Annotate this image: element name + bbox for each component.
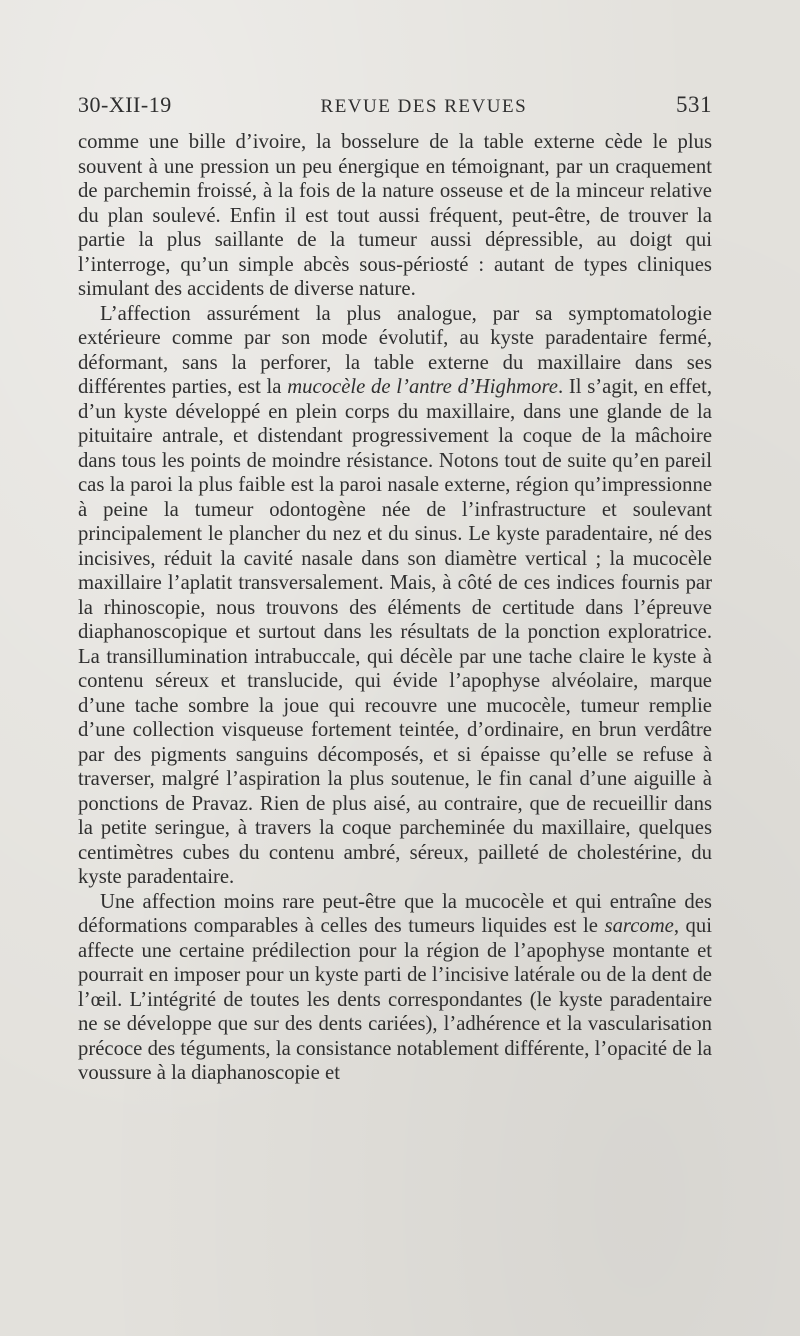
italic-term: mucocèle de l’antre d’Highmore: [287, 376, 558, 398]
running-header: [78, 92, 712, 130]
header-date: 30-XII-19: [78, 92, 172, 117]
paragraph: [78, 130, 712, 302]
page-number: 531: [675, 92, 712, 117]
text-run: , qui affecte une certaine prédilection pour la région de l’apophyse montante et pourrait en imposer pour un kyste parti de l’incisive latérale ou de la dent de l’œil. L’intégrité de toutes les dents correspondantes (le kyste paradentaire ne se développe que sur des dents cariées), l’adhérence et la vascularisation précoce des téguments, la consistance notablement différente, l’opacité de la voussure à la diaphanoscopie et: [78, 915, 712, 1084]
running-title: REVUE DES REVUES: [320, 96, 528, 117]
body-text: [78, 130, 712, 1086]
text-run: Une affection moins rare peut-être que la mucocèle et qui entraîne des déformations comparables à celles des tumeurs liquides est le: [78, 890, 712, 937]
italic-term: sarcome: [604, 915, 674, 937]
text-run: L’affection assurément la plus analogue, par sa symptomatologie extérieure comme par son mode évolutif, au kyste paradentaire fermé, déformant, sans la perforer, la table externe du maxillaire dans ses différentes parties, est la: [78, 302, 712, 398]
text-run: . Il s’agit, en effet, d’un kyste développé en plein corps du maxillaire, dans une glande de la pituitaire antrale, et distendant progressivement la coque de la mâchoire dans tous les points de moindre résistance. Notons tout de suite qu’en pareil cas la paroi la plus faible est la paroi nasale externe, région qu’impressionne à peine la tumeur odontogène née de l’infrastructure et soulevant principalement le plancher du nez et du sinus. Le kyste paradentaire, né des incisives, réduit la cavité nasale dans son diamètre vertical ; la mucocèle maxillaire l’aplatit transversalement. Mais, à côté de ces indices fournis par la rhinoscopie, nous trouvons des éléments de certitude dans l’épreuve diaphanoscopique et surtout dans les résultats de la ponction exploratrice. La transillumination intrabuccale, qui décèle par une tache claire le kyste à contenu séreux et translucide, qui évide l’apophyse alvéolaire, marque d’une tache sombre la joue qui recouvre une mucocèle, tumeur remplie d’une collection visqueuse fortement teintée, d’ordinaire, en brun verdâtre par des pigments sanguins décomposés, et si épaisse qu’elle se refuse à traverser, malgré l’aspiration la plus soutenue, le fin canal d’une aiguille à ponctions de Pravaz. Rien de plus aisé, au contraire, que de recueillir dans la petite seringue, à travers la coque parcheminée du maxillaire, quelques centimètres cubes du contenu ambré, séreux, pailleté de cholestérine, du kyste paradentaire.: [78, 376, 713, 888]
text-run: comme une bille d’ivoire, la bosselure de la table externe cède le plus souvent à une pression un peu énergique en témoignant, par un craquement de parchemin froissé, à la fois de la nature osseuse et de la minceur relative du plan soulevé. Enfin il est tout aussi fréquent, peut-être, de trouver la partie la plus saillante de la tumeur aussi dépressible, au doigt qui l’interroge, qu’un simple abcès sous-périosté : autant de types cliniques simulant des accidents de diverse nature.: [78, 131, 712, 300]
paragraph: [78, 302, 712, 890]
paragraph: [78, 890, 712, 1086]
book-page: [78, 92, 712, 1086]
